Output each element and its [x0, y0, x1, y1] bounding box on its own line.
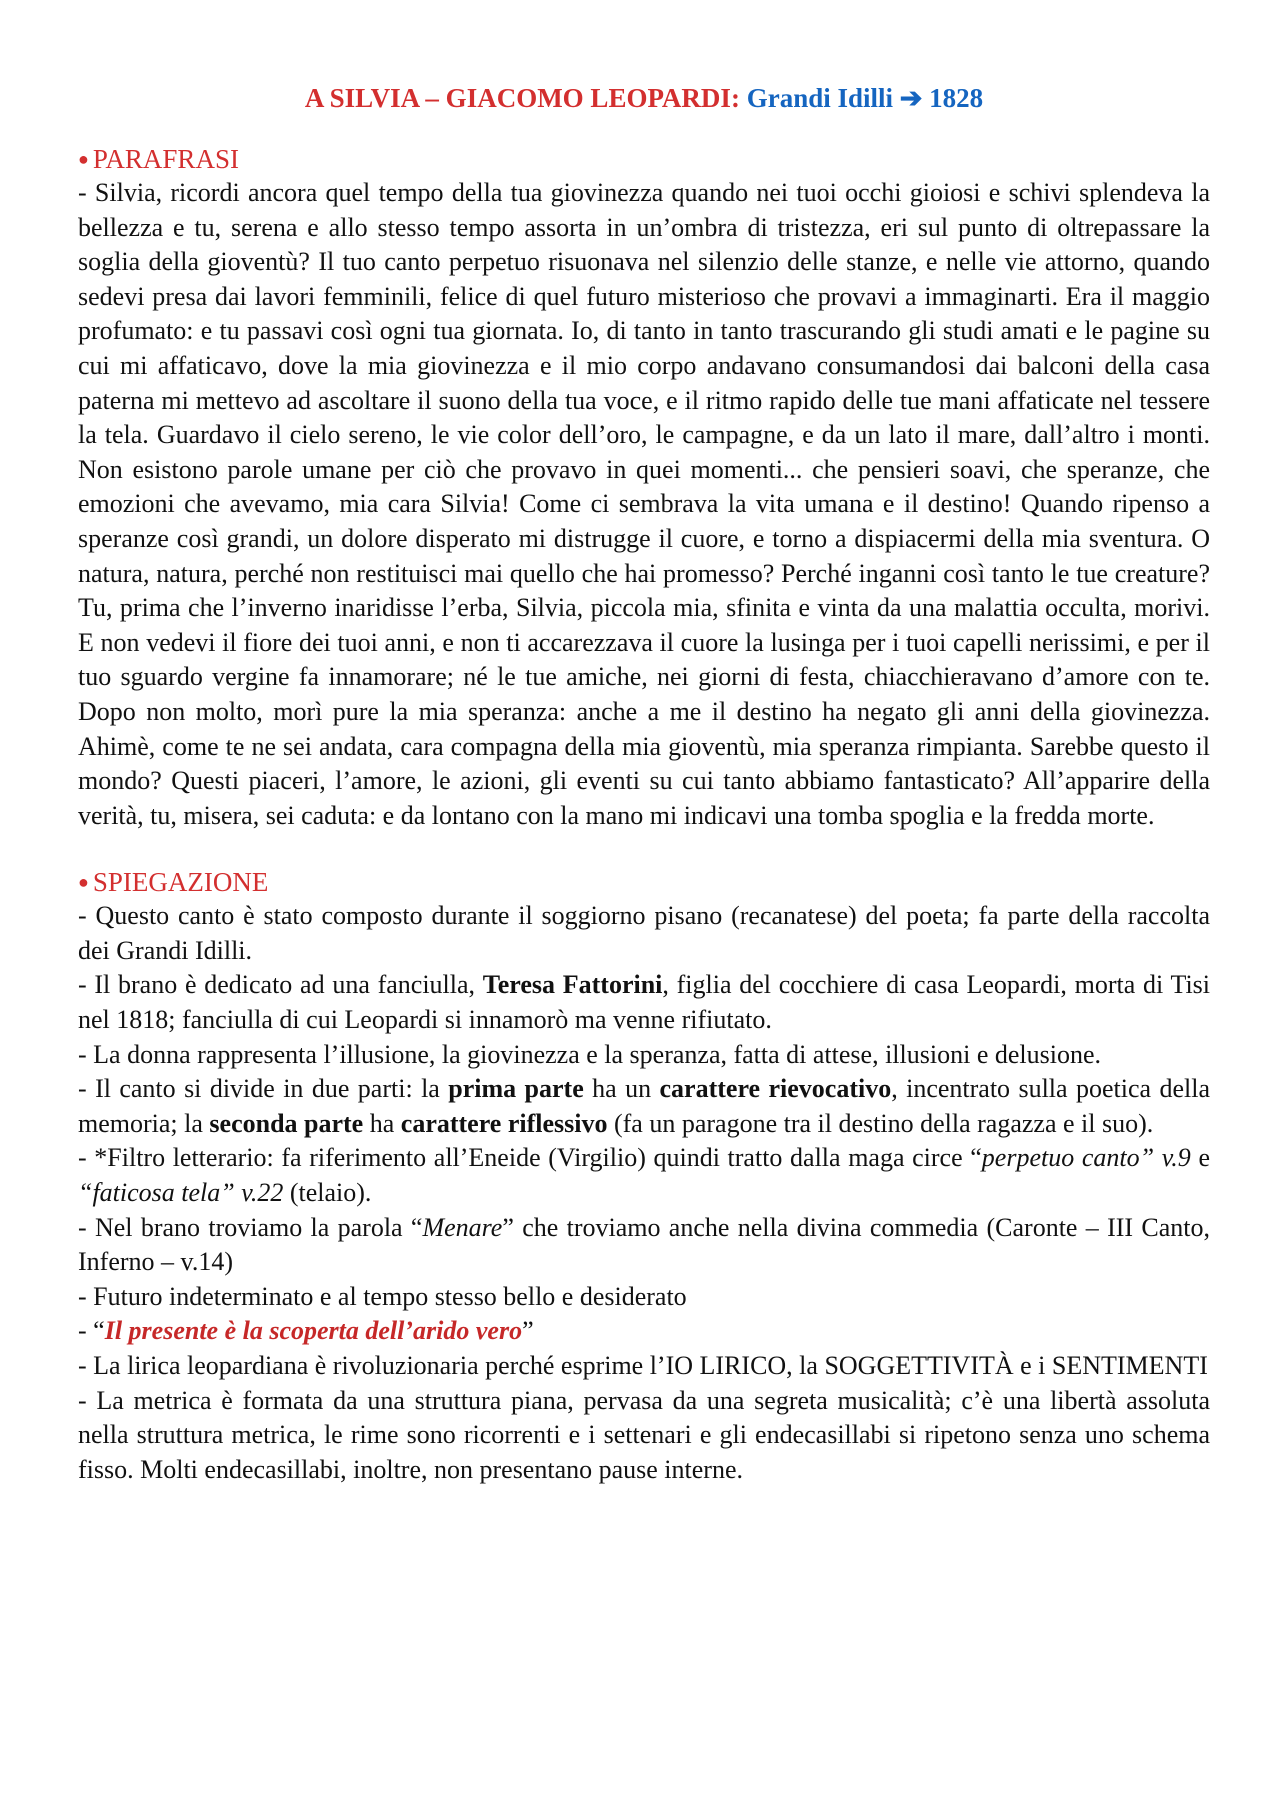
- bold-name: Teresa Fattorini: [482, 970, 663, 1000]
- spiegazione-item-futuro: - Futuro indeterminato e al tempo stesso bello e desiderato: [78, 1281, 687, 1311]
- parafrasi-section: [78, 142, 1210, 833]
- document-title: [78, 80, 1210, 116]
- italic-word: Menare: [422, 1212, 503, 1242]
- text-run: - *Filtro letterario: fa riferimento all’Eneide (Virgilio) quindi tratto dalla maga circe “: [78, 1143, 982, 1173]
- spiegazione-item-metrica: - La metrica è formata da una struttura piana, pervasa da una segreta musicalità; c’è una libertà assoluta nella struttura metrica, le rime sono ricorrenti e i settenari e gli endecasillabi si ripetono senza uno schema fisso. Molti endecasillabi, inoltre, non presentano pause interne.: [78, 1385, 1210, 1484]
- highlight-quote: Il presente è la scoperta dell’arido vero: [104, 1316, 523, 1346]
- spiegazione-item-menare: [78, 1211, 1210, 1280]
- spiegazione-item-donna: - La donna rappresenta l’illusione, la giovinezza e la speranza, fatta di attese, illusioni e delusione.: [78, 1039, 1102, 1069]
- bold-term: prima parte: [448, 1074, 584, 1104]
- text-run: ”: [522, 1316, 534, 1346]
- arrow-icon: ➔: [899, 83, 923, 113]
- text-run: - “: [78, 1316, 105, 1346]
- parafrasi-text: - Silvia, ricordi ancora quel tempo della tua giovinezza quando nei tuoi occhi gioiosi e schivi splendeva la bellezza e tu, serena e allo stesso tempo assorta in un’ombra di tristezza, eri sul punto di oltrepassare la soglia della gioventù? Il tuo canto perpetuo risuonava nel silenzio delle stanze, e nelle vie attorno, quando sedevi presa dai lavori femminili, felice di quel futuro misterioso che provavi a immaginarti. Era il maggio profumato: e tu passavi così ogni tua giornata. Io, di tanto in tanto trascurando gli studi amati e le pagine su cui mi affaticavo, dove la mia giovinezza e il mio corpo andavano consumandosi dai balconi della casa paterna mi mettevo ad ascoltare il suono della tua voce, e il ritmo rapido delle tue mani affaticate nel tessere la tela. Guardavo il cielo sereno, le vie color dell’oro, le campagne, e da un lato il mare, dall’altro i monti. Non esistono parole umane per ciò che provavo in quei momenti... che pensieri soavi, che speranze, che emozioni che avevamo, mia cara Silvia! Come ci sembrava la vita umana e il destino! Quando ripenso a speranze così grandi, un dolore disperato mi distrugge il cuore, e torno a dispiacermi della mia sventura. O natura, natura, perché non restituisci mai quello che hai promesso? Perché inganni così tanto le tue creature? Tu, prima che l’inverno inaridisse l’erba, Silvia, piccola mia, sfinita e vinta da una malattia occulta, morivi. E non vedevi il fiore dei tuoi anni, e non ti accarezzava il cuore la lusinga per i tuoi capelli nerissimi, e per il tuo sguardo vergine fa innamorare; né le tue amiche, nei giorni di festa, chiacchieravano d’amore con te. Dopo non molto, morì pure la mia speranza: anche a me il destino ha negato gli anni della giovinezza. Ahimè, come te ne sei andata, cara compagna della mia gioventù, mia speranza rimpianta. Sarebbe questo il mondo? Questi piaceri, l’amore, le azioni, gli eventi su cui tanto abbiamo fantasticato? All’apparire della verità, tu, misera, sei caduta: e da lontano con la mano mi indicavi una tomba spoglia e la fredda morte.: [78, 178, 1210, 830]
- title-year: 1828: [929, 83, 984, 113]
- spiegazione-item-filtro: [78, 1141, 1210, 1210]
- text-run: e: [1190, 1143, 1210, 1173]
- text-run: - Il brano è dedicato ad una fanciulla,: [78, 970, 483, 1000]
- bold-term: carattere rievocativo: [659, 1074, 892, 1104]
- bold-term: seconda parte: [209, 1108, 364, 1138]
- title-main: A SILVIA – GIACOMO LEOPARDI: [304, 83, 731, 113]
- text-run: - Nel brano troviamo la parola “: [78, 1212, 423, 1242]
- spiegazione-section: [78, 865, 1210, 1487]
- bold-term: carattere riflessivo: [400, 1108, 608, 1138]
- text-run: ha un: [583, 1074, 660, 1104]
- parafrasi-heading: [78, 142, 1210, 176]
- text-run: , incentrato sulla poetica della memoria; la: [78, 1074, 1210, 1138]
- spiegazione-item-parti: [78, 1072, 1210, 1141]
- title-separator: :: [730, 83, 747, 113]
- spiegazione-item-dedica: [78, 968, 1210, 1037]
- italic-quote: “faticosa tela” v.22: [78, 1178, 284, 1208]
- text-run: ha: [363, 1108, 401, 1138]
- text-run: - Il canto si divide in due parti: la: [78, 1074, 449, 1104]
- spiegazione-item-composizione: - Questo canto è stato composto durante il soggiorno pisano (recanatese) del poeta; fa parte della raccolta dei Grandi Idilli.: [78, 901, 1210, 965]
- text-run: , figlia del cocchiere di casa Leopardi, morta di Tisi nel 1818; fanciulla di cui Leopardi si innamorò ma venne rifiutato.: [78, 970, 1211, 1035]
- spiegazione-heading: [78, 865, 1210, 899]
- spiegazione-item-lirica: - La lirica leopardiana è rivoluzionaria perché esprime l’IO LIRICO, la SOGGETTIVITÀ e i SENTIMENTI: [78, 1351, 1208, 1380]
- spiegazione-heading-label: SPIEGAZIONE: [92, 867, 269, 898]
- italic-quote: perpetuo canto” v.9: [981, 1143, 1191, 1173]
- text-run: (telaio).: [283, 1178, 372, 1208]
- title-collection: Grandi Idilli: [746, 83, 894, 113]
- spiegazione-item-citazione: [78, 1314, 1210, 1349]
- text-run: ” che troviamo anche nella divina commedia (Caronte – III Canto, Inferno – v.14): [78, 1212, 1210, 1277]
- parafrasi-heading-label: PARAFRASI: [92, 144, 239, 174]
- bullet-icon: ●: [78, 872, 89, 893]
- bullet-icon: ●: [78, 149, 89, 169]
- text-run: (fa un paragone tra il destino della ragazza e il suo).: [607, 1108, 1154, 1138]
